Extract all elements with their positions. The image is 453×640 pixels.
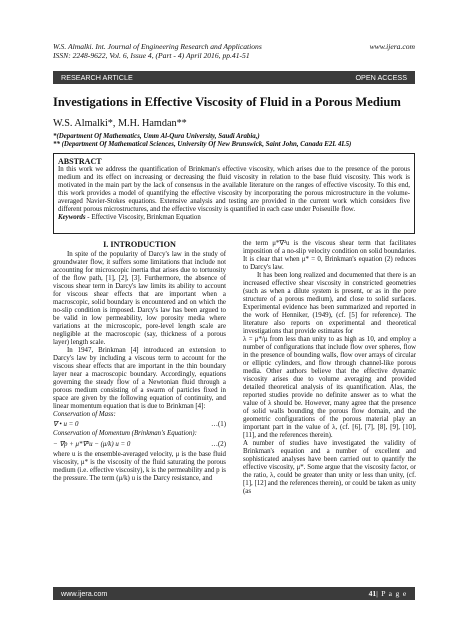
equation-1-body: ∇ • u = 0 bbox=[53, 421, 79, 428]
article-type-band bbox=[53, 71, 415, 84]
footer-website[interactable]: www.ijera.com bbox=[61, 589, 108, 598]
left-column bbox=[53, 240, 226, 483]
journal-website[interactable]: www.ijera.com bbox=[369, 42, 415, 51]
equation-2-body: − ∇p + μ*∇²u − (μ/k) u = 0 bbox=[53, 441, 131, 448]
mass-conservation-label: Conservation of Mass: bbox=[53, 411, 116, 418]
paper-title: Investigations in Effective Viscosity of Fluid in a Porous Medium bbox=[53, 95, 401, 109]
introduction-heading: I. INTRODUCTION bbox=[103, 240, 176, 249]
author-list: W.S. Almalki*, M.H. Hamdan** bbox=[53, 118, 187, 129]
intro-paragraph-3: where u is the ensemble-averaged velocity, μ is the base fluid viscosity, μ* is the viscosity of the fluid saturating the porous medium (i.e. effective viscosity), k is the permeability and p is the pressure. The term (μ/k) u is the Darcy resistance, and bbox=[53, 451, 226, 482]
journal-citation: W.S. Almalki. Int. Journal of Engineering Research and Applications bbox=[53, 42, 262, 51]
right-paragraph-1: the term μ*∇²u is the viscous shear term that facilitates imposition of a no-slip velocity condition on solid boundaries. It is clear that when μ* = 0, Brinkman's equation (2) reduces to Darcy's law. bbox=[243, 240, 416, 271]
open-access-label: OPEN ACCESS bbox=[355, 73, 407, 82]
footer-band bbox=[53, 587, 415, 600]
equation-1 bbox=[53, 419, 226, 430]
keywords-line bbox=[58, 214, 410, 222]
right-paragraph-4: A number of studies have investigated the validity of Brinkman's equation and a number of excellent and sophisticated analyses have been carried out to quantify the effective viscosity, μ*. Some argue that the viscosity factor, or the ratio, λ, could be greater than unity or less than unity, (cf. [1], [12] and the references therein), or could be taken as unity (as bbox=[243, 440, 416, 495]
keywords-label: Keywords bbox=[58, 214, 86, 221]
abstract-box bbox=[53, 153, 415, 234]
right-paragraph-3: λ = μ*/μ from less than unity to as high as 10, and employ a number of configurations that include flow over spheres, flow in the presence of bounding walls, flow over arrays of circular or elliptic cylinders, and flow through channel-like porous media. Other authors believe that the effective dynamic viscosity arises due to volume averaging and provided detailed theoretical analysis of its quantification. Alas, the reported studies provide no definite answer as to what the value of λ should be. However, many agree that the presence of solid walls bounding the porous flow domain, and the geometric configurations of the porous material play an important part in the value of λ, (cf. [6], [7], [8], [9], [10], [11], and the references therein). bbox=[243, 336, 416, 439]
research-article-label: RESEARCH ARTICLE bbox=[61, 73, 133, 82]
issn-line: ISSN: 2248-9622, Vol. 6, Issue 4, (Part - 4) April 2016, pp.41-51 bbox=[53, 51, 250, 60]
equation-2 bbox=[53, 438, 226, 451]
page-number-value: 41 bbox=[368, 589, 377, 598]
right-paragraph-2: It has been long realized and documented that there is an increased effective shear viscosity in constricted geometries (such as when a dilute system is present, or as in the pore structure of a porous medium), and close to solid surfaces. Experimental evidence has been summarized and reported in the work of Henniker, (1949), (cf. [5] for reference). The literature also reports on experimental and theoretical investigations that provide estimates for bbox=[243, 272, 416, 335]
page-number bbox=[369, 587, 407, 600]
intro-paragraph-2: In 1947, Brinkman [4] introduced an extension to Darcy's law by including a viscous term to account for the viscous shear effects that are important in the thin boundary layer near a macroscopic boundary. Accordingly, equations governing the steady flow of a Newtonian fluid through a porous medium consisting of a swarm of particles fixed in space are given by the following equation of continuity, and linear momentum equation that is due to Brinkman [4]: bbox=[53, 347, 226, 410]
abstract-heading: ABSTRACT bbox=[58, 157, 102, 166]
affiliation-1: *(Department Of Mathematics, Umm Al-Qura University, Saudi Arabia,) bbox=[53, 133, 260, 140]
intro-paragraph-1: In spite of the popularity of Darcy's law in the study of groundwater flow, it suffers some limitations that include not accounting for microscopic inertia that arises due to tortuosity of the flow path, [1], [2], [3]. Furthermore, the absence of viscous shear term in Darcy's law limits its ability to account for viscous shear effects that are important when a macroscopic, solid boundary is encountered and on which the no-slip condition is imposed. Darcy's law has been argued to be valid in low permeability, low porosity media where variations at the microscopic, pore-level length scale are negligible at the macroscopic (say, thickness of a porous layer) length scale. bbox=[53, 251, 226, 346]
equation-2-number: …(2) bbox=[211, 441, 226, 448]
affiliation-2: ** (Department Of Mathematical Sciences, University Of New Brunswick, Saint John, Canada E2L 4L5) bbox=[53, 141, 352, 148]
keywords-text: - Effective Viscosity, Brinkman Equation bbox=[85, 214, 201, 221]
right-column bbox=[243, 240, 416, 496]
page-word: | P a g e bbox=[376, 589, 407, 598]
momentum-conservation-label: Conservation of Momentum (Brinkman's Equation): bbox=[53, 430, 197, 437]
abstract-text: In this work we address the quantification of Brinkman's effective viscosity, which arises due to the presence of the porous medium and its effect on increasing or decreasing the fluid viscosity in relation to the base fluid viscosity. This work is motivated in the main part by the lack of consensus in the available literature on the ranges of effective viscosity. To this end, this work provides a model of quantifying the effective viscosity by incorporating the porous microstructure in the volume-averaged Navier-Stokes equations. Extensive analysis and testing are provided in the current work which considers five different porous microstructures, and the effective viscosity is quantified in each case under Poiseuille flow. bbox=[58, 166, 410, 213]
running-header bbox=[53, 42, 415, 60]
equation-1-number: …(1) bbox=[211, 421, 226, 428]
